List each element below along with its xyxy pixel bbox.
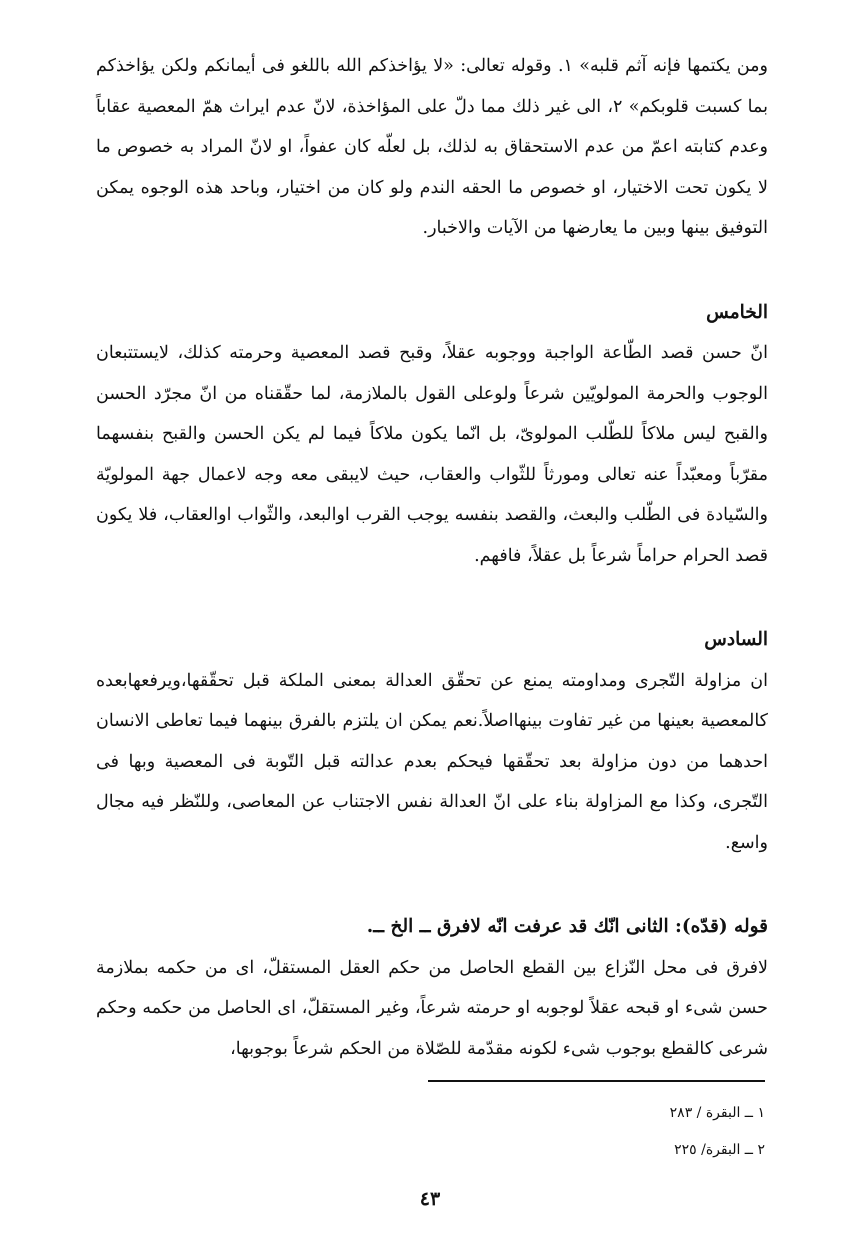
page-body bbox=[96, 46, 768, 1069]
page-number: ٤٣ bbox=[419, 1188, 441, 1210]
footnote-2: ٢ ــ البقرة/ ٢٢٥ bbox=[674, 1142, 765, 1158]
paragraph-2: انّ حسن قصد الطّاعة الواجبة ووجوبه عقلاً، وقبح قصد المعصية وحرمته كذلك، لايستتبعان الوجوب والحرمة المولويّين شرعاً ولوعلى القول بالملازمة، لما حقّقناه من انّ مجرّد الحسن والقبح ليس ملاكاً للطّلب المولوىّ، بل انّما يكون ملاكاً فيما لم يكن الحسن والقبح بنفسهما مقرّباً ومعبّداً عنه تعالى ومورثاً للثّواب والعقاب، حيث لايبقى معه وجه لاعمال جهة المولويّة والسّيادة فى الطّلب والبعث، والقصد بنفسه يوجب القرب اوالبعد، والثّواب اوالعقاب، فلا يكون قصد الحرام حراماً شرعاً بل عقلاً، فافهم. bbox=[96, 343, 768, 566]
section-heading-fifth: الخامس bbox=[706, 301, 768, 323]
quote-heading: قوله (قدّه): الثانى انّك قد عرفت انّه لافرق ــ الخ ــ. bbox=[366, 916, 768, 937]
footnote-1: ١ ــ البقرة / ٢٨٣ bbox=[669, 1105, 765, 1121]
paragraph-1: ومن يكتمها فإنه آثم قلبه» ١. وقوله تعالى: «لا يؤاخذكم الله باللغو فى أيمانكم ولكن يؤاخذكم بما كسبت قلوبكم» ٢، الى غير ذلك مما دلّ على المؤاخذة، لانّ عدم ايراث همّ المعصية عقاباً وعدم كتابته اعمّ من عدم الاستحقاق به لذلك، بل لعلّه كان عفواً، او لانّ المراد به خصوص ما لا يكون تحت الاختيار، او خصوص ما الحقه الندم ولو كان من اختيار، وباحد هذه الوجوه يمكن التوفيق بينها وبين ما يعارضها من الآيات والاخبار. bbox=[96, 56, 769, 238]
footnotes bbox=[500, 1095, 765, 1169]
paragraph-3: ان مزاولة التّجرى ومداومته يمنع عن تحقّق العدالة بمعنى الملكة قبل تحقّقها،ويرفعهابعده كالمعصية بعينها من غير تفاوت بينهااصلاً.نعم يمكن ان يلتزم بالفرق بينهما فيما تعاطى الانسان احدهما من دون مزاولة بعد تحقّقها فيحكم بعدم عدالته قبل التّوبة فى المعصية وبها فى التّجرى، وكذا مع المزاولة بناء على انّ العدالة نفس الاجتناب عن المعاصى، وللنّظر فيه مجال واسع. bbox=[96, 670, 768, 853]
footnote-divider bbox=[428, 1080, 765, 1082]
paragraph-4: لافرق فى محل النّزاع بين القطع الحاصل من حكم العقل المستقلّ، اى من حكمه بملازمة حسن شىء او قبحه عقلاً لوجوبه او حرمته شرعاً، وغير المستقلّ، اى الحاصل من حكمه وحكم شرعى كالقطع بوجوب شىء لكونه مقدّمة للصّلاة من الحكم شرعاً بوجوبها، bbox=[96, 957, 768, 1059]
section-heading-sixth: السادس bbox=[704, 629, 768, 650]
